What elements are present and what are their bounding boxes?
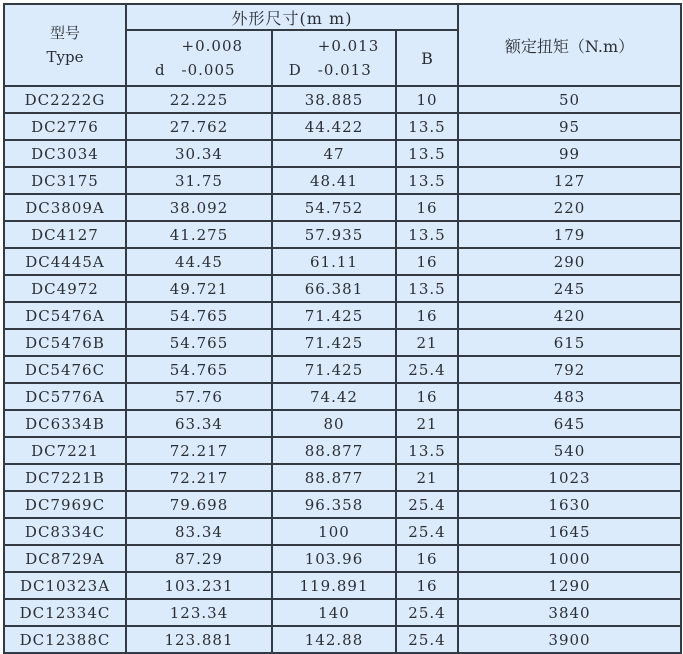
torque-value-cell: 645	[458, 410, 681, 437]
header-B: B	[396, 30, 458, 86]
D-value-cell: 61.11	[272, 248, 396, 275]
model-cell: DC12334C	[4, 599, 126, 626]
d-value-cell: 44.45	[126, 248, 272, 275]
torque-value-cell: 127	[458, 167, 681, 194]
torque-value-cell: 1023	[458, 464, 681, 491]
model-cell: DC4445A	[4, 248, 126, 275]
header-model	[4, 4, 126, 86]
torque-value-cell: 540	[458, 437, 681, 464]
D-value-cell: 88.877	[272, 464, 396, 491]
model-cell: DC4127	[4, 221, 126, 248]
spec-table	[3, 3, 682, 654]
d-value-cell: 123.881	[126, 626, 272, 653]
D-lower-tolerance: -0.013	[317, 61, 372, 79]
header-model-en: Type	[46, 48, 84, 66]
model-cell: DC3175	[4, 167, 126, 194]
D-value-cell: 66.381	[272, 275, 396, 302]
torque-value-cell: 1645	[458, 518, 681, 545]
B-value-cell: 16	[396, 545, 458, 572]
torque-value-cell: 1000	[458, 545, 681, 572]
table-row	[4, 329, 681, 356]
D-value-cell: 103.96	[272, 545, 396, 572]
torque-value-cell: 615	[458, 329, 681, 356]
d-value-cell: 49.721	[126, 275, 272, 302]
torque-value-cell: 420	[458, 302, 681, 329]
d-value-cell: 63.34	[126, 410, 272, 437]
B-value-cell: 13.5	[396, 113, 458, 140]
table-row	[4, 437, 681, 464]
header-dimensions-group: 外形尺寸(m m)	[126, 4, 458, 30]
B-value-cell: 10	[396, 86, 458, 113]
B-value-cell: 16	[396, 248, 458, 275]
D-value-cell: 71.425	[272, 356, 396, 383]
model-cell: DC5476A	[4, 302, 126, 329]
table-row	[4, 572, 681, 599]
D-value-cell: 142.88	[272, 626, 396, 653]
table-row	[4, 491, 681, 518]
d-value-cell: 54.765	[126, 329, 272, 356]
torque-value-cell: 245	[458, 275, 681, 302]
D-value-cell: 80	[272, 410, 396, 437]
d-lower-tolerance: -0.005	[181, 61, 236, 79]
d-value-cell: 27.762	[126, 113, 272, 140]
B-value-cell: 25.4	[396, 599, 458, 626]
B-value-cell: 25.4	[396, 356, 458, 383]
d-value-cell: 41.275	[126, 221, 272, 248]
table-row	[4, 626, 681, 653]
table-row	[4, 167, 681, 194]
B-value-cell: 13.5	[396, 221, 458, 248]
B-value-cell: 21	[396, 410, 458, 437]
table-header	[4, 4, 681, 86]
torque-value-cell: 220	[458, 194, 681, 221]
d-value-cell: 72.217	[126, 437, 272, 464]
torque-value-cell: 179	[458, 221, 681, 248]
model-cell: DC7221	[4, 437, 126, 464]
torque-value-cell: 483	[458, 383, 681, 410]
D-value-cell: 74.42	[272, 383, 396, 410]
header-d-tolerance	[126, 30, 272, 86]
D-value-cell: 88.877	[272, 437, 396, 464]
D-tolerance	[289, 34, 380, 82]
torque-value-cell: 290	[458, 248, 681, 275]
d-value-cell: 31.75	[126, 167, 272, 194]
D-value-cell: 48.41	[272, 167, 396, 194]
d-value-cell: 22.225	[126, 86, 272, 113]
header-model-zh: 型号	[49, 24, 80, 42]
table-row	[4, 194, 681, 221]
model-cell: DC10323A	[4, 572, 126, 599]
torque-value-cell: 3900	[458, 626, 681, 653]
B-value-cell: 16	[396, 572, 458, 599]
D-value-cell: 71.425	[272, 302, 396, 329]
D-value-cell: 71.425	[272, 329, 396, 356]
model-cell: DC4972	[4, 275, 126, 302]
header-torque: 额定扭矩（N.m）	[458, 4, 681, 86]
model-cell: DC7969C	[4, 491, 126, 518]
B-value-cell: 25.4	[396, 518, 458, 545]
model-cell: DC5476C	[4, 356, 126, 383]
table-row	[4, 464, 681, 491]
B-value-cell: 16	[396, 194, 458, 221]
table-row	[4, 518, 681, 545]
D-value-cell: 54.752	[272, 194, 396, 221]
D-letter: D	[288, 61, 302, 79]
table-row	[4, 140, 681, 167]
d-value-cell: 83.34	[126, 518, 272, 545]
B-value-cell: 25.4	[396, 626, 458, 653]
d-value-cell: 30.34	[126, 140, 272, 167]
d-tolerance	[155, 34, 243, 82]
table-row	[4, 599, 681, 626]
D-value-cell: 140	[272, 599, 396, 626]
d-value-cell: 103.231	[126, 572, 272, 599]
table-row	[4, 302, 681, 329]
torque-value-cell: 1290	[458, 572, 681, 599]
table-body	[4, 86, 681, 653]
D-value-cell: 44.422	[272, 113, 396, 140]
torque-value-cell: 3840	[458, 599, 681, 626]
d-value-cell: 72.217	[126, 464, 272, 491]
d-value-cell: 54.765	[126, 356, 272, 383]
table-row	[4, 410, 681, 437]
D-upper-tolerance: +0.013	[317, 37, 380, 55]
D-value-cell: 38.885	[272, 86, 396, 113]
model-cell: DC3809A	[4, 194, 126, 221]
B-value-cell: 21	[396, 464, 458, 491]
torque-value-cell: 1630	[458, 491, 681, 518]
B-value-cell: 21	[396, 329, 458, 356]
B-value-cell: 16	[396, 383, 458, 410]
D-value-cell: 119.891	[272, 572, 396, 599]
torque-value-cell: 95	[458, 113, 681, 140]
B-value-cell: 25.4	[396, 491, 458, 518]
B-value-cell: 13.5	[396, 437, 458, 464]
table-row	[4, 275, 681, 302]
model-cell: DC2776	[4, 113, 126, 140]
d-upper-tolerance: +0.008	[181, 37, 244, 55]
D-value-cell: 47	[272, 140, 396, 167]
model-cell: DC6334B	[4, 410, 126, 437]
table-row	[4, 248, 681, 275]
B-value-cell: 13.5	[396, 275, 458, 302]
d-value-cell: 123.34	[126, 599, 272, 626]
d-value-cell: 54.765	[126, 302, 272, 329]
d-value-cell: 57.76	[126, 383, 272, 410]
table-row	[4, 545, 681, 572]
model-cell: DC12388C	[4, 626, 126, 653]
torque-value-cell: 99	[458, 140, 681, 167]
table-row	[4, 113, 681, 140]
table-row	[4, 221, 681, 248]
D-value-cell: 100	[272, 518, 396, 545]
model-cell: DC7221B	[4, 464, 126, 491]
model-cell: DC3034	[4, 140, 126, 167]
B-value-cell: 16	[396, 302, 458, 329]
model-cell: DC5776A	[4, 383, 126, 410]
model-cell: DC5476B	[4, 329, 126, 356]
d-value-cell: 87.29	[126, 545, 272, 572]
table-row	[4, 383, 681, 410]
d-value-cell: 38.092	[126, 194, 272, 221]
B-value-cell: 13.5	[396, 140, 458, 167]
d-value-cell: 79.698	[126, 491, 272, 518]
torque-value-cell: 50	[458, 86, 681, 113]
header-D-tolerance	[272, 30, 396, 86]
table-row	[4, 86, 681, 113]
model-cell: DC2222G	[4, 86, 126, 113]
table-row	[4, 356, 681, 383]
D-value-cell: 96.358	[272, 491, 396, 518]
model-cell: DC8334C	[4, 518, 126, 545]
d-letter: d	[154, 61, 166, 79]
header-row-1	[4, 4, 681, 30]
B-value-cell: 13.5	[396, 167, 458, 194]
torque-value-cell: 792	[458, 356, 681, 383]
model-cell: DC8729A	[4, 545, 126, 572]
D-value-cell: 57.935	[272, 221, 396, 248]
